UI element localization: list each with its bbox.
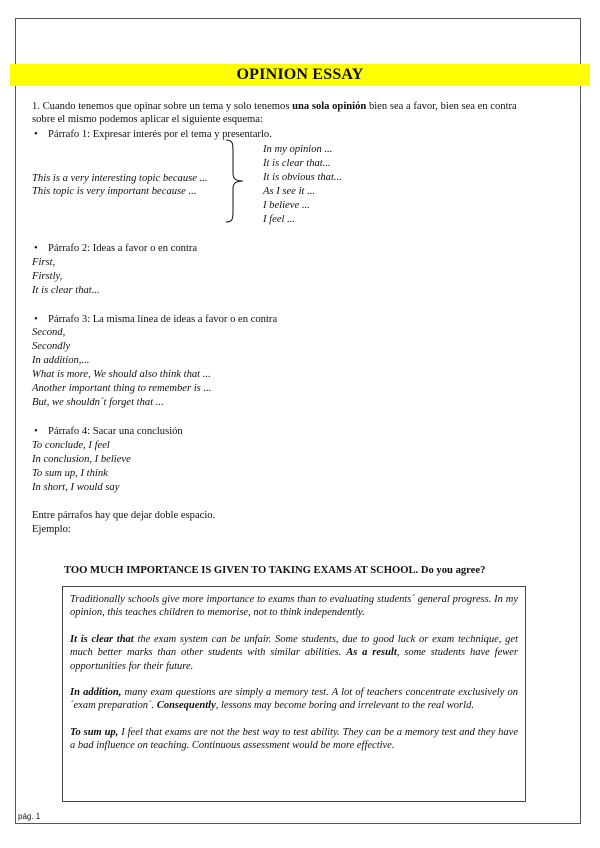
page-number: pág. 1: [18, 812, 41, 821]
intro-line-1: [32, 100, 517, 113]
intro-text-b: bien sea a favor, bien sea en contra: [366, 101, 517, 112]
example-label: Ejemplo:: [32, 524, 71, 535]
example-paragraph-3: [70, 686, 518, 713]
p1-left-1: This is a very interesting topic because ...: [32, 173, 208, 184]
bullet: •: [34, 426, 38, 437]
example-text: the exam system can be unfair. Some students, due to good luck or exam technique, get much better marks than other students with similar abilities.: [70, 633, 518, 659]
connector: As a result: [346, 647, 397, 659]
p3-line-4: What is more, We should also think that ...: [32, 369, 211, 380]
connector: Consequently: [156, 700, 216, 712]
p1-right-2: It is clear that...: [263, 158, 331, 169]
p3-line-2: Secondly: [32, 341, 71, 352]
bullet: •: [34, 243, 38, 254]
bullet: •: [34, 314, 38, 325]
intro-line-2: sobre el mismo podemos aplicar el siguiente esquema:: [32, 114, 263, 125]
example-text: , some students have fewer opportunities for their future.: [70, 647, 518, 672]
p1-right-5: I believe ...: [263, 200, 310, 211]
p3-heading: Párrafo 3: La misma línea de ideas a favor o en contra: [48, 314, 278, 325]
p1-left-2: This topic is very important because ...: [32, 186, 197, 197]
p4-line-2: In conclusion, I believe: [32, 454, 131, 465]
intro-text-a: 1. Cuando tenemos que opinar sobre un tema y solo tenemos: [32, 101, 293, 112]
connector: In addition,: [70, 687, 122, 699]
p2-line-3: It is clear that...: [32, 285, 100, 296]
connector: It is clear that: [70, 633, 134, 645]
p1-right-4: As I see it ...: [263, 186, 316, 197]
example-text: I feel that exams are not the best way to test ability. They can be a memory test and they have a bad influence on teaching. Continuous assessment would be more effective.: [70, 726, 518, 752]
curly-brace-icon: [224, 139, 246, 223]
p2-line-1: First,: [32, 257, 56, 268]
p2-heading: Párrafo 2: Ideas a favor o en contra: [48, 243, 198, 254]
example-text: many exam questions are simply a memory test. A lot of teachers concentrate exclusively on ´exam preparation´.: [70, 687, 518, 712]
p4-line-4: In short, I would say: [32, 482, 120, 493]
p3-line-5: Another important thing to remember is ...: [32, 383, 212, 394]
title-band: [10, 64, 590, 86]
p4-line-3: To sum up, I think: [32, 468, 108, 479]
p2-heading-row: [34, 242, 197, 255]
example-paragraph-4: [70, 726, 518, 753]
p2-line-2: Firstly,: [32, 271, 63, 282]
connector: To sum up,: [70, 726, 119, 738]
p4-line-1: To conclude, I feel: [32, 440, 110, 451]
p4-heading: Párrafo 4: Sacar una conclusión: [48, 426, 183, 437]
example-title: TOO MUCH IMPORTANCE IS GIVEN TO TAKING EXAMS AT SCHOOL. Do you agree?: [64, 565, 486, 576]
p3-line-6: But, we shouldn´t forget that ...: [32, 397, 164, 408]
p3-line-3: In addition,...: [32, 355, 90, 366]
p1-right-3: It is obvious that...: [263, 172, 342, 183]
p3-line-1: Second,: [32, 327, 66, 338]
page-title: OPINION ESSAY: [236, 66, 364, 83]
p1-right-1: In my opinion ...: [263, 144, 333, 155]
example-text: , lessons may become boring and irrelevant to the real world.: [215, 700, 474, 712]
p3-heading-row: [34, 313, 277, 326]
p1-right-6: I feel ...: [263, 214, 296, 225]
bullet: •: [34, 129, 38, 140]
intro-bold: una sola opinión: [292, 101, 367, 112]
example-essay-box: [62, 586, 526, 802]
example-paragraph-2: [70, 633, 518, 673]
p4-heading-row: [34, 425, 183, 438]
p1-heading: Párrafo 1: Expresar interés por el tema y presentarlo.: [48, 129, 272, 140]
spacing-note: Entre párrafos hay que dejar doble espacio.: [32, 510, 216, 521]
example-paragraph-1: Traditionally schools give more importance to exams than to evaluating students´ general progress. In my opinion, this teaches children to memorise, not to think independently.: [70, 594, 518, 619]
